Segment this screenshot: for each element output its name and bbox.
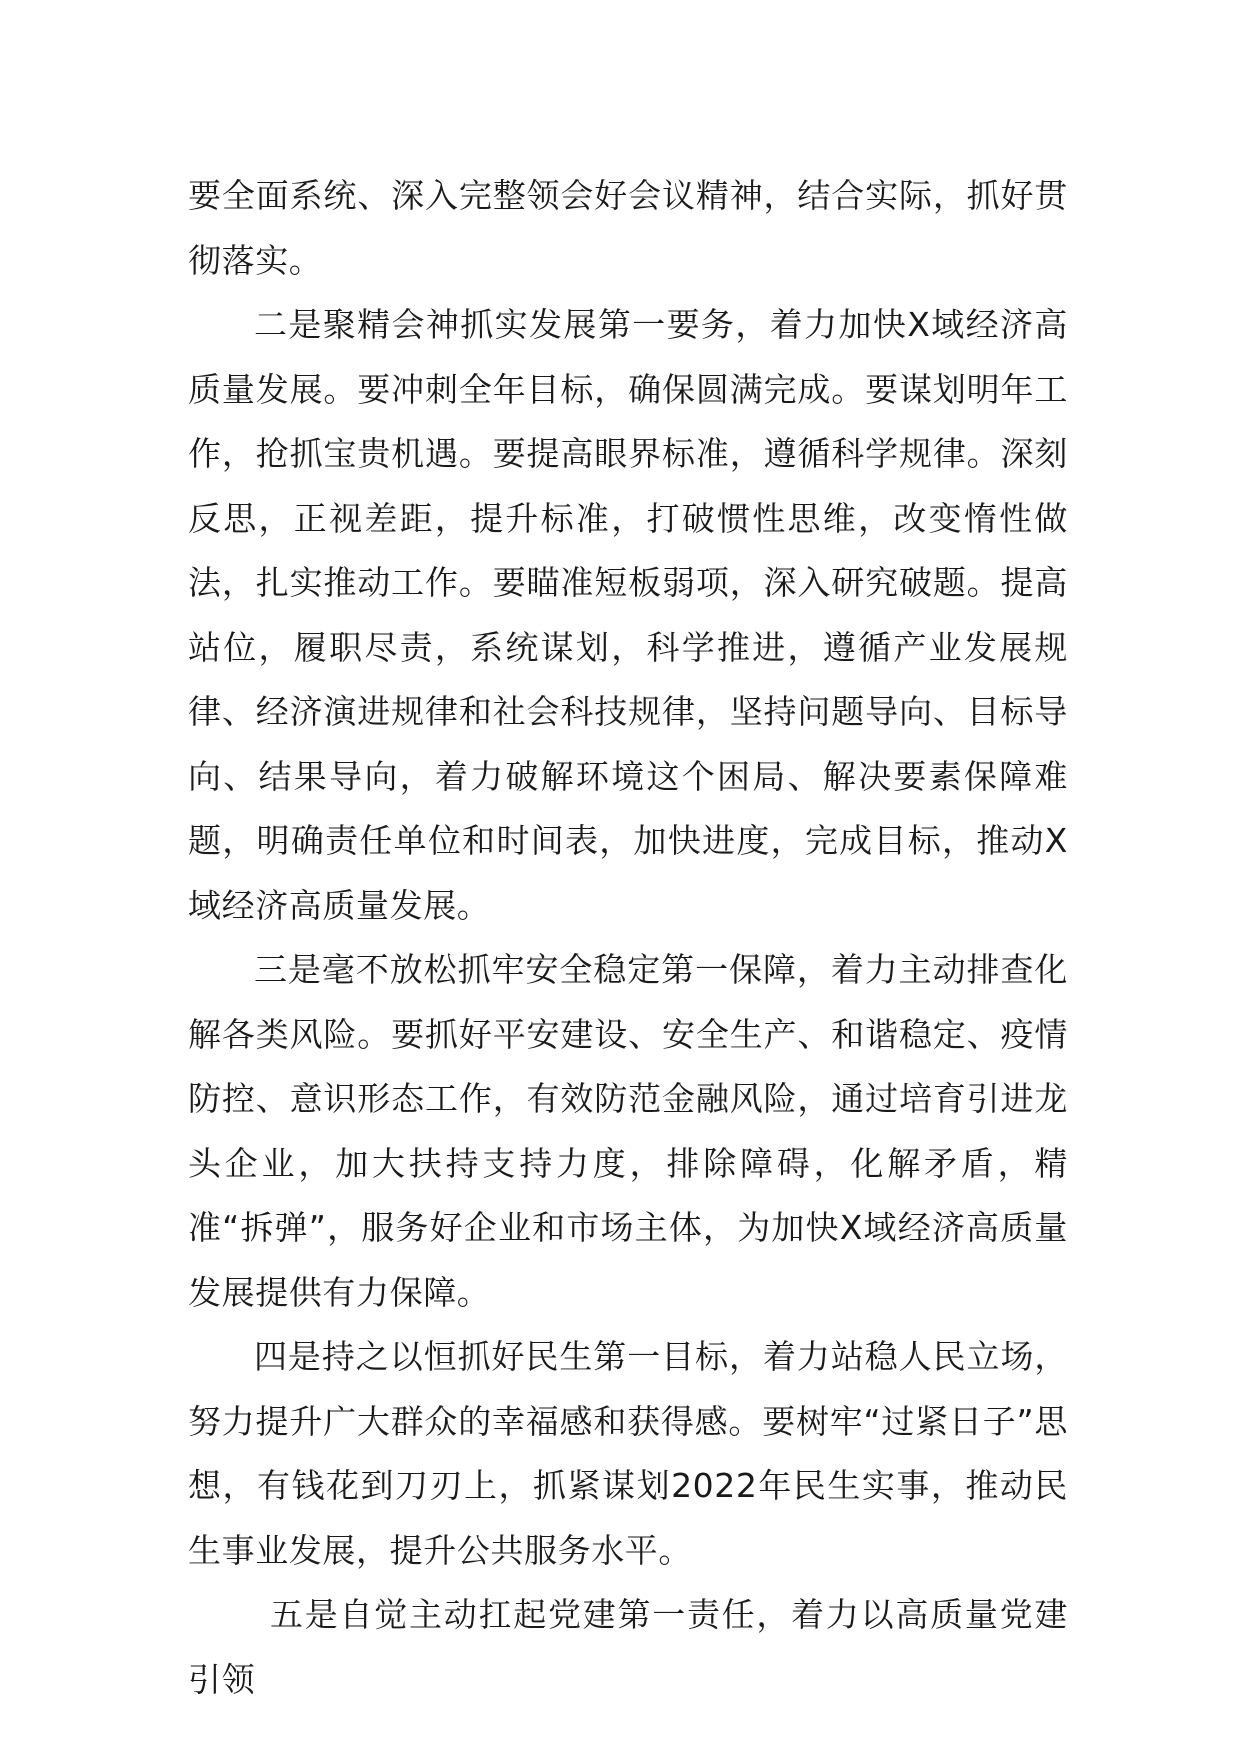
paragraph-point-four: 四是持之以恒抓好民生第一目标，着力站稳人民立场，努力提升广大群众的幸福感和获得感。要树牢“过紧日子”思想，有钱花到刀刃上，抓紧谋划2022年民生实事，推动民生事业发展，提升公共服务水平。 xyxy=(188,1337,1068,1570)
paragraph-point-two: 二是聚精会神抓实发展第一要务，着力加快X域经济高质量发展。要冲刺全年目标，确保圆满完成。要谋划明年工作，抢抓宝贵机遇。要提高眼界标准，遵循科学规律。深刻反思，正视差距，提升标准，打破惯性思维，改变惰性做法，扎实推动工作。要瞄准短板弱项，深入研究破题。提高站位，履职尽责，系统谋划，科学推进，遵循产业发展规律、经济演进规律和社会科技规律，坚持问题导向、目标导向、结果导向，着力破解环境这个困局、解决要素保障难题，明确责任单位和时间表，加快进度，完成目标，推动X域经济高质量发展。 xyxy=(188,305,1068,925)
paragraph-continuation: 要全面系统、深入完整领会好会议精神，结合实际，抓好贯彻落实。 xyxy=(188,176,1068,280)
paragraph-point-three: 三是毫不放松抓牢安全稳定第一保障，着力主动排查化解各类风险。要抓好平安建设、安全生产、和谐稳定、疫情防控、意识形态工作，有效防范金融风险，通过培育引进龙头企业，加大扶持支持力度，排除障碍，化解矛盾，精准“拆弹”，服务好企业和市场主体，为加快X域经济高质量发展提供有力保障。 xyxy=(188,950,1068,1312)
document-body xyxy=(188,164,1068,1712)
paragraph-point-five: 五是自觉主动扛起党建第一责任，着力以高质量党建引领 xyxy=(188,1595,1068,1699)
